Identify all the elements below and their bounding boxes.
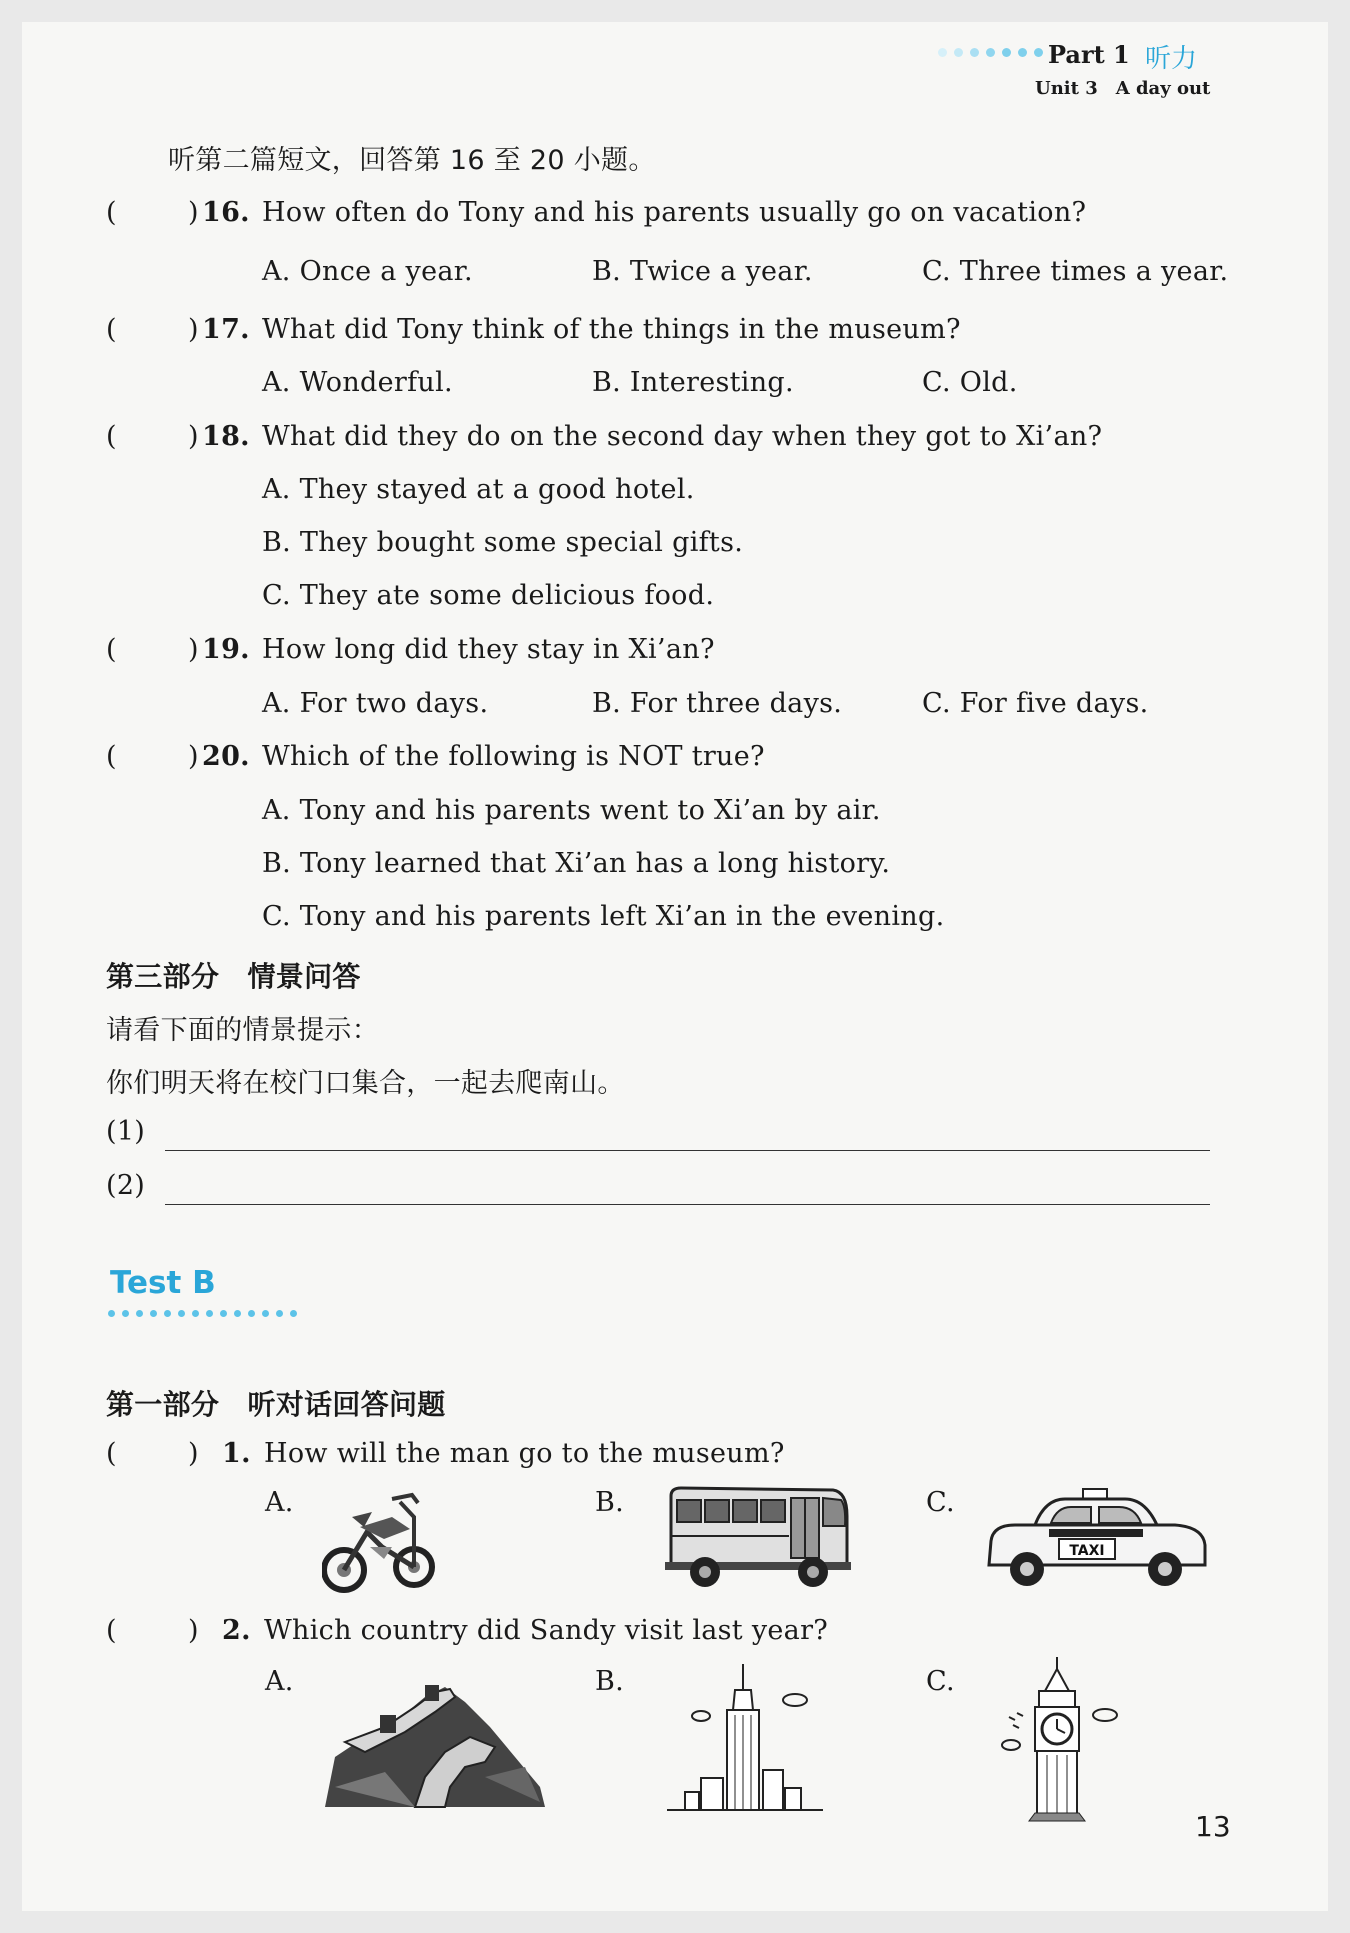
- question-text: How will the man go to the museum?: [264, 1438, 785, 1469]
- question-text: What did they do on the second day when they got to Xi’an?: [262, 421, 1103, 452]
- header-section-cn: 听力: [1145, 44, 1198, 74]
- question-number: 16.: [202, 197, 250, 228]
- option-a[interactable]: A.: [265, 1487, 294, 1518]
- question-number: 2.: [222, 1615, 251, 1646]
- option-b[interactable]: B.: [595, 1666, 625, 1697]
- question-number: 19.: [202, 634, 250, 665]
- great-wall-icon[interactable]: [325, 1667, 545, 1812]
- page-number: 13: [1195, 1810, 1231, 1843]
- question-number: 20.: [202, 741, 250, 772]
- header-part: Part 1: [1048, 40, 1130, 69]
- option-b[interactable]: B. Interesting.: [592, 367, 794, 398]
- answer-line-2[interactable]: [165, 1204, 1210, 1205]
- option-c[interactable]: C.: [926, 1487, 955, 1518]
- blank-label-2: (2): [106, 1170, 146, 1201]
- option-a[interactable]: A. For two days.: [262, 688, 489, 719]
- answer-paren-open[interactable]: (: [106, 741, 117, 772]
- option-a[interactable]: A. Once a year.: [262, 256, 473, 287]
- big-ben-icon[interactable]: [995, 1655, 1145, 1825]
- answer-paren-close: ): [188, 421, 199, 452]
- answer-paren-close: ): [188, 634, 199, 665]
- test-b-title: Test B: [110, 1265, 216, 1301]
- answer-paren-close: ): [188, 314, 199, 345]
- option-c[interactable]: C. Old.: [922, 367, 1018, 398]
- question-text: What did Tony think of the things in the museum?: [262, 314, 961, 345]
- answer-line-1[interactable]: [165, 1150, 1210, 1151]
- answer-paren-open[interactable]: (: [106, 1615, 117, 1646]
- header-unit: [1035, 78, 1210, 99]
- question-number: 1.: [222, 1438, 251, 1469]
- taxi-icon[interactable]: [985, 1485, 1210, 1595]
- answer-paren-close: ): [188, 741, 199, 772]
- question-text: Which country did Sandy visit last year?: [264, 1615, 829, 1646]
- bus-icon[interactable]: [663, 1486, 853, 1591]
- question-text: How often do Tony and his parents usually go on vacation?: [262, 197, 1087, 228]
- test-b-part1-title: 第一部分 听对话回答问题: [106, 1388, 446, 1421]
- answer-paren-open[interactable]: (: [106, 634, 117, 665]
- option-a[interactable]: A. Wonderful.: [262, 367, 453, 398]
- question-number: 18.: [202, 421, 250, 452]
- blank-label-1: (1): [106, 1116, 146, 1147]
- answer-paren-open[interactable]: (: [106, 421, 117, 452]
- taxi-sign: TAXI: [1069, 1543, 1105, 1559]
- option-a[interactable]: A. They stayed at a good hotel.: [262, 474, 695, 505]
- header-dots-decoration: [938, 48, 1043, 57]
- answer-paren-close: ): [188, 1438, 199, 1469]
- part3-prompt: 你们明天将在校门口集合，一起去爬南山。: [106, 1068, 625, 1099]
- question-number: 17.: [202, 314, 250, 345]
- option-b[interactable]: B. Tony learned that Xi’an has a long history.: [262, 848, 891, 879]
- answer-paren-close: ): [188, 197, 199, 228]
- answer-paren-close: ): [188, 1615, 199, 1646]
- unit-number: Unit 3: [1035, 78, 1098, 99]
- option-a[interactable]: A.: [265, 1666, 294, 1697]
- part3-prompt-label: 请看下面的情景提示：: [106, 1015, 379, 1046]
- question-text: Which of the following is NOT true?: [262, 741, 765, 772]
- option-c[interactable]: C.: [926, 1666, 955, 1697]
- motorcycle-icon[interactable]: [322, 1487, 437, 1597]
- test-b-dots-decoration: [108, 1310, 297, 1317]
- option-c[interactable]: C. For five days.: [922, 688, 1149, 719]
- unit-title: A day out: [1115, 78, 1211, 99]
- answer-paren-open[interactable]: (: [106, 314, 117, 345]
- answer-paren-open[interactable]: (: [106, 197, 117, 228]
- question-text: How long did they stay in Xi’an?: [262, 634, 715, 665]
- empire-state-building-icon[interactable]: [665, 1660, 825, 1820]
- option-b[interactable]: B. For three days.: [592, 688, 843, 719]
- option-b[interactable]: B.: [595, 1487, 625, 1518]
- answer-paren-open[interactable]: (: [106, 1438, 117, 1469]
- option-a[interactable]: A. Tony and his parents went to Xi’an by air.: [262, 795, 881, 826]
- part3-title: 第三部分 情景问答: [106, 960, 361, 993]
- option-c[interactable]: C. They ate some delicious food.: [262, 580, 715, 611]
- option-c[interactable]: C. Tony and his parents left Xi’an in the evening.: [262, 901, 945, 932]
- option-b[interactable]: B. Twice a year.: [592, 256, 813, 287]
- instruction-16-20: 听第二篇短文，回答第 16 至 20 小题。: [168, 145, 656, 176]
- option-c[interactable]: C. Three times a year.: [922, 256, 1229, 287]
- option-b[interactable]: B. They bought some special gifts.: [262, 527, 744, 558]
